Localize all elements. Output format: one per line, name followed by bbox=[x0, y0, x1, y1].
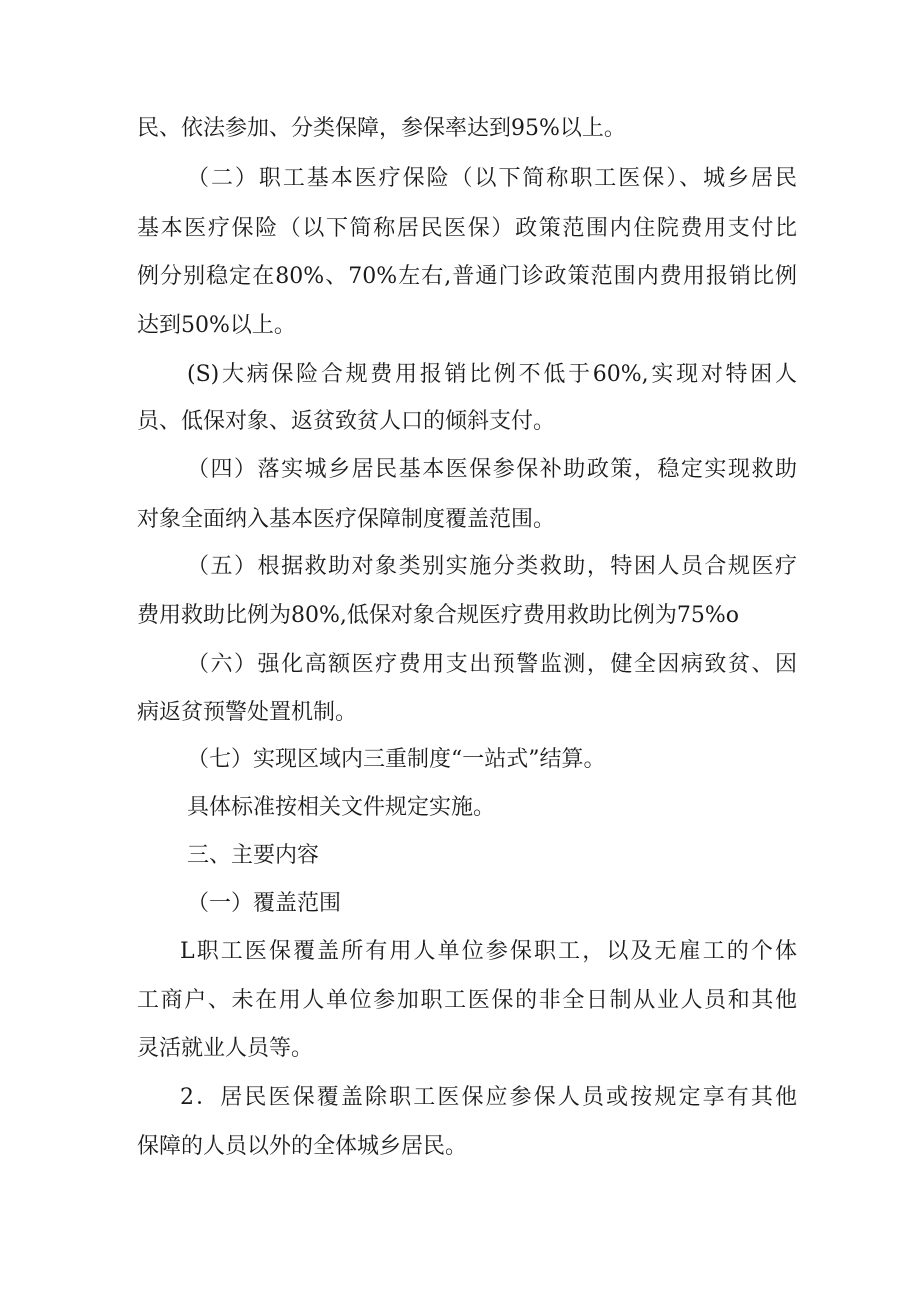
paragraph-4-line: 对象全面纳入基本医疗保障制度覆盖范围。 bbox=[137, 507, 556, 532]
item-1-line: 工商户、未在用人单位参加职工医保的非全日制从业人员和其他 bbox=[137, 988, 797, 1013]
paragraph-line: 具体标准按相关文件规定实施。 bbox=[187, 795, 496, 820]
item-1-line: L职工医保覆盖所有用人单位参保职工，以及无雇工的个体 bbox=[180, 939, 797, 964]
paragraph-5-line: （五）根据救助对象类别实施分类救助，特困人员合规医疗 bbox=[187, 554, 797, 579]
paragraph-6-line: 病返贫预警处置机制。 bbox=[137, 700, 358, 725]
paragraph-2-line: 达到50%以上。 bbox=[137, 313, 296, 338]
paragraph-7-line: （七）实现区域内三重制度“一站式”结算。 bbox=[187, 747, 606, 772]
paragraph-4-line: （四）落实城乡居民基本医保参保补助政策，稳定实现救助 bbox=[187, 457, 797, 482]
paragraph-2-line: （二）职工基本医疗保险（以下简称职工医保）、城乡居民 bbox=[187, 166, 797, 191]
paragraph-5-line: 费用救助比例为80%,低保对象合规医疗费用救助比例为75%o bbox=[137, 603, 740, 628]
body-text-line: 民、依法参加、分类保障，参保率达到95%以上。 bbox=[137, 116, 626, 141]
paragraph-2-line: 基本医疗保险（以下简称居民医保）政策范围内住院费用支付比 bbox=[137, 216, 797, 241]
item-1-line: 灵活就业人员等。 bbox=[137, 1036, 314, 1061]
item-2-line: 保障的人员以外的全体城乡居民。 bbox=[137, 1134, 468, 1159]
paragraph-2-line: 例分别稳定在80%、70%左右,普通门诊政策范围内费用报销比例 bbox=[137, 264, 797, 289]
subsection-heading: （一）覆盖范围 bbox=[187, 891, 342, 916]
paragraph-3-line: (S)大病保险合规费用报销比例不低于60%,实现对特困人 bbox=[187, 362, 797, 387]
paragraph-3-line: 员、低保对象、返贫致贫人口的倾斜支付。 bbox=[137, 409, 556, 434]
item-2-line: 2．居民医保覆盖除职工医保应参保人员或按规定享有其他 bbox=[180, 1085, 797, 1110]
paragraph-6-line: （六）强化高额医疗费用支出预警监测，健全因病致贫、因 bbox=[187, 652, 797, 677]
section-heading: 三、主要内容 bbox=[187, 843, 320, 868]
